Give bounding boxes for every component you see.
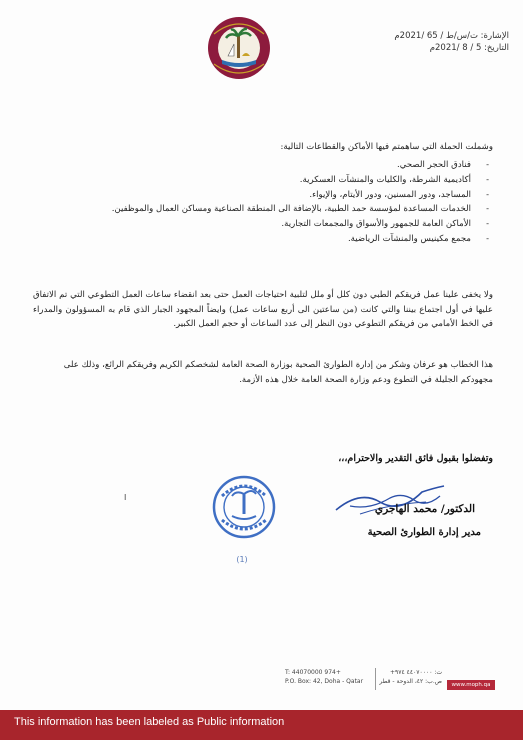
footer-phone-en: T: 44070000 974+ [285, 669, 341, 676]
page-number: (1) [236, 555, 248, 564]
list-item: - أكاديمية الشرطة، والكليات والمنشآت العسكرية. [23, 173, 493, 188]
closing-line: وتفضلوا بقبول فائق التقدير والاحترام،،، [338, 453, 493, 464]
ministry-stamp-seal [212, 474, 276, 540]
signatory-title: مدير إدارة الطوارئ الصحية [367, 527, 481, 538]
list-item: - الخدمات المساعدة لمؤسسة حمد الطبية، بالإضافة الى المنطقة الصناعية ومساكن العمال والموظفين. [23, 202, 493, 217]
reference-block [379, 30, 509, 54]
footer-address-ar: ص.ب: ٤٢، الدوحة - قطر [379, 678, 442, 685]
footer-address-en: P.O. Box: 42, Doha - Qatar [285, 678, 364, 685]
locations-list [23, 158, 493, 247]
intro-line: وشملت الحملة التي ساهمتم فيها الأماكن والقطاعات التالية: [280, 142, 493, 152]
stray-mark: I [124, 493, 127, 502]
list-item: - فنادق الحجر الصحي. [23, 158, 493, 173]
website-link[interactable]: www.moph.qa [447, 680, 495, 690]
signatory-name: الدكتور/ محمد الهاجري [374, 503, 475, 515]
paragraph-thanks: هذا الخطاب هو عرفان وشكر من إدارة الطوارئ الصحية بوزارة الصحة العامة لشخصكم الكريم وفريقكم الرائع، وذلك على مجهودكم الجليلة في التطوع ودعم وزارة الصحة العامة خلال هذه الأزمة. [63, 360, 493, 385]
letter-date: التاريخ: 5 / 8 /2021م [429, 43, 509, 53]
footer-divider [375, 668, 376, 690]
footer-phone-ar: ت: ٤٤٠٧٠٠٠٠ ٩٧٤+ [390, 669, 442, 676]
reference-number: الإشارة: ت/س/ط / 65 /2021م [394, 31, 509, 41]
footer-contact-ar [379, 668, 442, 686]
paragraph-volunteer-effort: ولا يخفى علينا عمل فريقكم الطبي دون كلل أو ملل لتلبية احتياجات العمل حتى بعد انقضاء ساعات العمل التطوعي التي تم الاتفاق عليها في أول اجتماع بيننا والتي كانت (من ساعتين الى أربع ساعات عمل) وايضاً المجهود الجبار الذي قام به المسؤولون والمدراء في الخط الأمامي من فريقكم التطوعي دون النظر إلى عدد الساعات أو حجم العمل الكبير. [33, 290, 493, 330]
list-item: - المساجد، ودور المسنين، ودور الأيتام، والإيواء. [23, 188, 493, 203]
ministry-emblem-logo [206, 14, 272, 82]
footer-contact-en [285, 668, 363, 686]
list-item: - مجمع مكينيس والمنشآت الرياضية. [23, 232, 493, 247]
classification-banner-text: This information has been labeled as Public information [14, 716, 285, 728]
list-item: - الأماكن العامة للجمهور والأسواق والمجمعات التجارية. [23, 217, 493, 232]
